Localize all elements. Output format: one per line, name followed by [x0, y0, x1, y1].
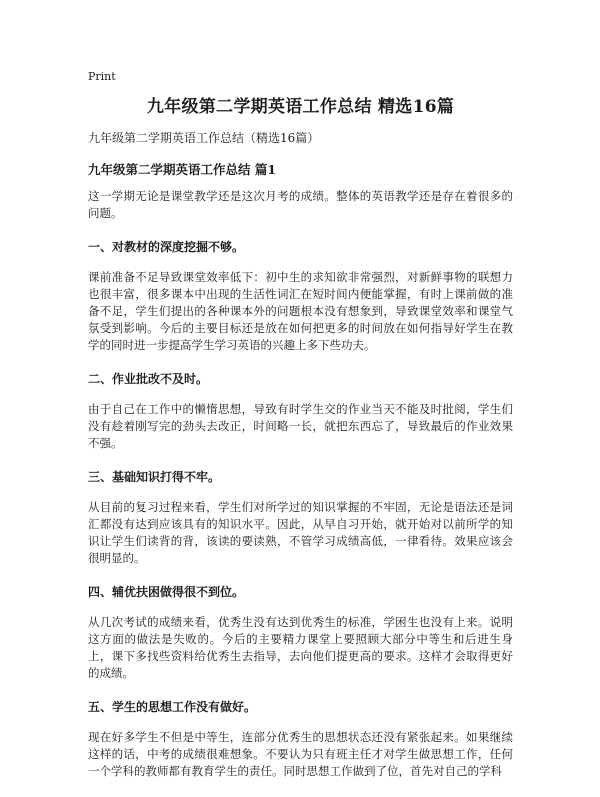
section-body-1: 课前准备不足导致课堂效率低下：初中生的求知欲非常强烈，对新鲜事物的联想力也很丰富，很多课本中出现的生活性词汇在短时间内便能掌握，有时上课前做的准备不足，学生们提出的各种课本外的问题根本没有想象到，导致课堂效率和课堂气氛受到影响。今后的主要目标还是放在如何把更多的时间放在如何指导好学生在教学的同时进一步提高学生学习英语的兴趣上多下些功夫。 [88, 270, 513, 352]
intro-paragraph: 这一学期无论是课堂教学还是这次月考的成绩。整体的英语教学还是存在着很多的问题。 [88, 189, 513, 220]
section-body-5: 现在好多学生不但是中等生，连部分优秀生的思想状态还没有紧张起来。如果继续这样的话，中考的成绩很难想象。不要认为只有班主任才对学生做思想工作，任何一个学科的教师都有教育学生的责任。同时思想工作做到了位，首先对自己的学科 [88, 730, 513, 778]
section-heading-2: 二、作业批改不及时。 [88, 372, 209, 386]
print-label: Print [88, 70, 116, 83]
section-heading-1: 一、对教材的深度挖掘不够。 [88, 240, 245, 254]
section-heading-3: 三、基础知识打得不牢。 [88, 470, 221, 484]
section-body-4: 从几次考试的成绩来看，优秀生没有达到优秀生的标准，学困生也没有上来。说明这方面的做法是失败的。今后的主要精力课堂上要照顾大部分中等生和后进生身上，课下多找些资料给优秀生去指导，去向他们提更高的要求。这样才会取得更好的成绩。 [88, 615, 513, 680]
document-subtitle: 九年级第二学期英语工作总结（精选16篇） [88, 131, 320, 145]
section-heading-5: 五、学生的思想工作没有做好。 [88, 700, 257, 714]
section-body-3: 从目前的复习过程来看，学生们对所学过的知识掌握的不牢固，无论是语法还是词汇都没有达到应该具有的知识水平。因此，从早自习开始，就开始对以前所学的知识让学生们读背的背，该读的要读熟，不管学习成绩高低，一律看待。效果应该会很明显的。 [88, 500, 513, 565]
document-page [88, 70, 513, 797]
section-heading-4: 四、辅优扶困做得很不到位。 [88, 585, 245, 599]
article-heading: 九年级第二学期英语工作总结 篇1 [88, 162, 277, 177]
section-body-2: 由于自己在工作中的懒惰思想，导致有时学生交的作业当天不能及时批阅，学生们没有趁着刚写完的劲头去改正，时间略一长，就把东西忘了，导致最后的作业效果不强。 [88, 402, 513, 450]
document-title: 九年级第二学期英语工作总结 精选16篇 [146, 97, 455, 117]
